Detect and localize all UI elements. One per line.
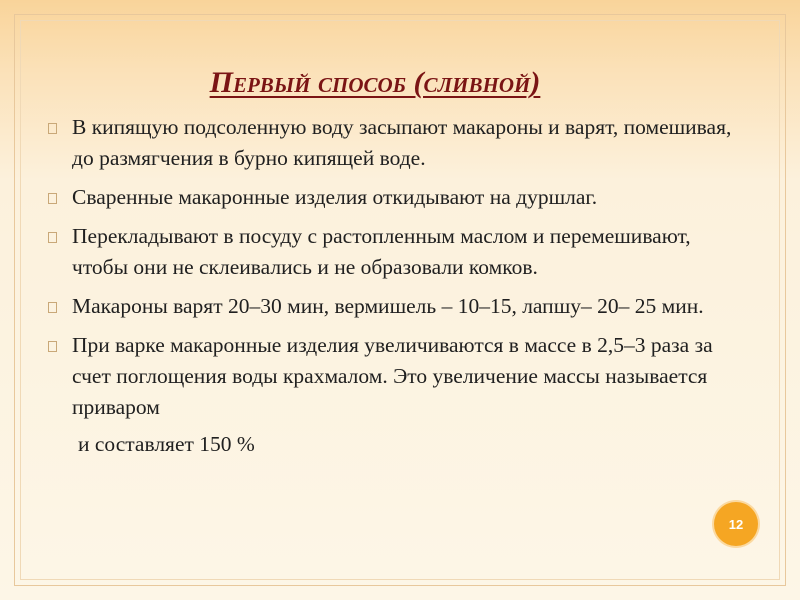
- bullet-list: [42, 112, 732, 423]
- square-bullet-icon: [48, 232, 57, 243]
- square-bullet-icon: [48, 123, 57, 134]
- bullet-text: Макароны варят 20–30 мин, вермишель – 10–15, лапшу– 20– 25 мин.: [72, 294, 704, 318]
- bullet-item: [42, 112, 732, 174]
- bullet-item: [42, 330, 732, 423]
- slide-title: Первый способ (сливной): [209, 66, 541, 99]
- bullet-item: [42, 182, 732, 213]
- bullet-text: При варке макаронные изделия увеличиваются в массе в 2,5–3 раза за счет поглощения воды крахмалом. Это увеличение массы называется приваром: [72, 333, 713, 419]
- square-bullet-icon: [48, 341, 57, 352]
- page-number-badge: 12: [714, 502, 758, 546]
- bullet-item: [42, 221, 732, 283]
- continuation-text: и составляет 150 %: [78, 432, 255, 456]
- bullet-text: Перекладывают в посуду с растопленным маслом и перемешивают, чтобы они не склеивались и не образовали комков.: [72, 224, 691, 279]
- square-bullet-icon: [48, 193, 57, 204]
- bullet-text: В кипящую подсоленную воду засыпают макароны и варят, помешивая, до размягчения в бурно кипящей воде.: [72, 115, 732, 170]
- slide-content: [42, 112, 732, 460]
- bullet-text: Сваренные макаронные изделия откидывают на дуршлаг.: [72, 185, 598, 209]
- square-bullet-icon: [48, 302, 57, 313]
- bullet-item: [42, 291, 732, 322]
